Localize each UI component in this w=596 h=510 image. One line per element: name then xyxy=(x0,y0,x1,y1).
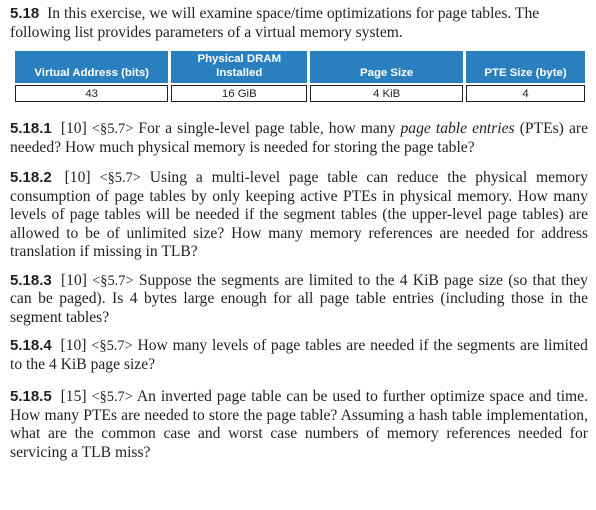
question-section-ref: <§5.7> xyxy=(91,389,133,405)
question-section-ref: <§5.7> xyxy=(99,170,141,186)
question-number: 5.18.5 xyxy=(10,388,52,405)
question-section-ref: <§5.7> xyxy=(91,121,134,137)
question-emphasis: page table entries xyxy=(400,120,515,137)
question-section-ref: <§5.7> xyxy=(91,338,133,354)
header-pte-size: PTE Size (byte) xyxy=(466,51,585,83)
question-text: Using a multi-level page table can reduce the physical memory consumption of page tables by only keeping active PTEs in physical memory. How many levels of page tables will be needed if the segment tables (the upper-level page tables) are allowed to be of unlimited size? How many memory references are needed for address translation if missing in TLB? xyxy=(10,169,589,260)
question-section-ref: <§5.7> xyxy=(92,272,134,289)
question-text: An inverted page table can be used to further optimize space and time. How many PTEs are needed to store the page table? Assuming a hash table implementation, what are the common case and worst case numbers of memory references needed for servicing a TLB miss? xyxy=(10,388,588,461)
header-page-size: Page Size xyxy=(310,51,463,83)
question-text: For a single-level page table, how many xyxy=(138,120,396,137)
question-points: [10] xyxy=(64,169,91,186)
table-row xyxy=(15,85,585,102)
question-text: How many levels of page tables are needed if the segments are limited to the 4 KiB page size? xyxy=(10,337,588,373)
question-points: [10] xyxy=(60,271,87,289)
question-number: 5.18.2 xyxy=(10,169,52,186)
header-virtual-address: Virtual Address (bits) xyxy=(15,51,168,83)
cell-physical-dram: 16 GiB xyxy=(171,85,307,102)
question-number: 5.18.3 xyxy=(10,271,52,289)
parameters-table xyxy=(12,49,588,104)
table-header-row xyxy=(15,51,585,83)
question-5-18-1 xyxy=(10,120,588,157)
question-points: [15] xyxy=(60,388,87,405)
exercise-page xyxy=(10,4,588,462)
question-text-continued: (PTEs) are needed? How much physical memory is needed for storing the page table? xyxy=(10,120,588,156)
exercise-number: 5.18 xyxy=(10,5,40,22)
cell-virtual-address: 43 xyxy=(15,85,168,102)
header-physical-dram: Physical DRAM Installed xyxy=(171,51,307,83)
cell-pte-size: 4 xyxy=(466,85,585,102)
question-5-18-4 xyxy=(10,337,588,374)
question-points: [10] xyxy=(60,337,87,354)
exercise-intro-text: In this exercise, we will examine space/time optimizations for page tables. The following list provides parameters of a virtual memory system. xyxy=(10,5,540,41)
question-5-18-5 xyxy=(10,388,588,462)
question-text: Suppose the segments are limited to the 4 KiB page size (so that they can be paged). Is 4 bytes large enough for all page table entries (including those in the segment tables? xyxy=(10,271,588,326)
question-points: [10] xyxy=(60,120,87,137)
question-5-18-2 xyxy=(10,169,588,262)
cell-page-size: 4 KiB xyxy=(310,85,463,102)
question-number: 5.18.1 xyxy=(10,120,52,137)
question-5-18-3 xyxy=(10,272,588,328)
exercise-intro-paragraph xyxy=(10,4,588,42)
question-number: 5.18.4 xyxy=(10,337,52,354)
